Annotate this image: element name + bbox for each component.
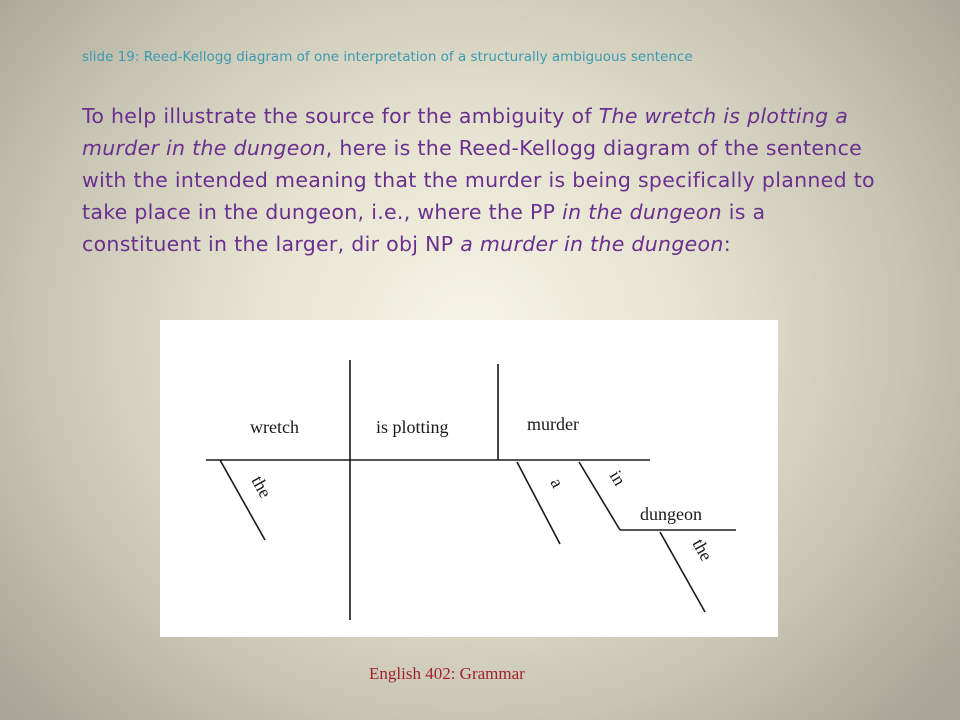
body-text (82, 100, 882, 260)
body-text-example-sentence: The wretch is plotting a murder in the dungeon (82, 104, 849, 160)
reed-kellogg-diagram (160, 320, 778, 637)
prep-object-modifier-word: the (688, 535, 717, 565)
object-word: murder (527, 414, 579, 434)
preposition-word: in (605, 466, 630, 490)
body-text-part: , here is the Reed-Kellogg diagram of the sentence with the intended meaning that the murder is being specifically planned to take place in the dungeon, i.e., where the PP (82, 136, 875, 224)
course-footer: English 402: Grammar (369, 664, 525, 683)
diagram-svg (160, 320, 778, 637)
subject-modifier-word: the (247, 472, 276, 502)
body-text-pp: in the dungeon (562, 200, 722, 224)
subject-word: wretch (250, 417, 299, 437)
object-modifier-slant (517, 462, 560, 544)
verb-word: is plotting (376, 417, 449, 437)
prep-object-word: dungeon (640, 504, 702, 524)
slide-header: slide 19: Reed-Kellogg diagram of one interpretation of a structurally ambiguous sentence (82, 49, 693, 65)
body-text-part: is a constituent in the larger, dir obj NP (82, 200, 766, 256)
body-text-np: a murder in the dungeon (460, 232, 724, 256)
object-modifier-word: a (546, 474, 568, 491)
body-text-part: : (723, 232, 731, 256)
body-text-part: To help illustrate the source for the ambiguity of (82, 104, 599, 128)
